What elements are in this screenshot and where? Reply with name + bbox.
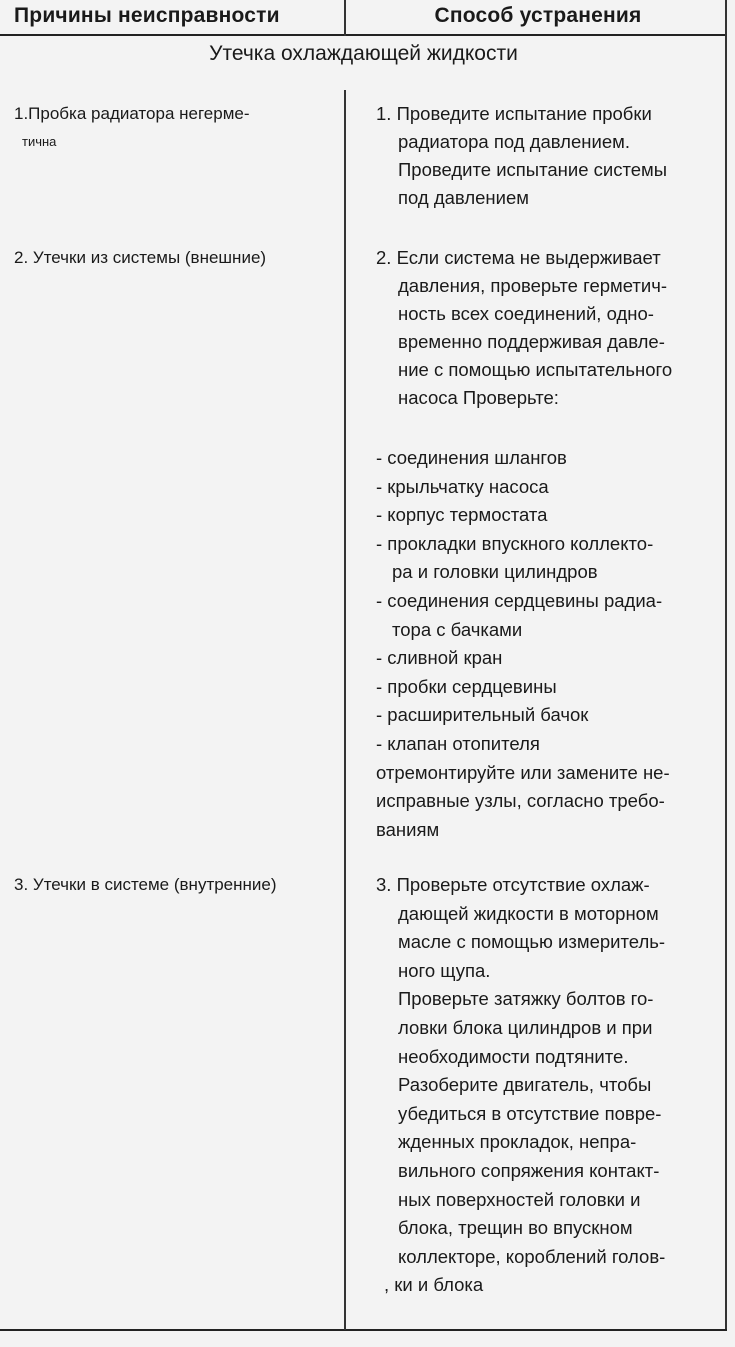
- cause-1: [14, 100, 332, 156]
- remedy-3-line: коллекторе, короблений голов-: [398, 1245, 666, 1267]
- check-item: - клапан отопителя: [376, 732, 540, 754]
- cause-1-line: тична: [22, 134, 57, 149]
- cause-2: [14, 244, 332, 272]
- remedy-3-line: 3. Проверьте отсутствие охлаж-: [376, 874, 650, 895]
- remedy-3-line: жденных прокладок, непра-: [398, 1131, 637, 1153]
- remedy-2-line: временно поддерживая давле-: [398, 331, 665, 352]
- remedy-3-line: , ки и блока: [384, 1274, 484, 1296]
- check-item: - прокладки впускного коллекто-: [376, 532, 654, 554]
- cause-1-line: 1.Пробка радиатора негерме-: [14, 104, 250, 123]
- check-item: - корпус термостата: [376, 504, 548, 526]
- remedy-3-line: убедиться в отсутствие повре-: [398, 1102, 662, 1124]
- remedy-1-line: под давлением: [398, 187, 529, 208]
- remedy-2-line: 2. Если система не выдерживает: [376, 247, 661, 268]
- remedy-3-line: необходимости подтяните.: [398, 1045, 629, 1067]
- check-item: - соединения шлангов: [376, 447, 567, 468]
- remedy-2-after-line: отремонтируйте или замените не-: [376, 761, 670, 783]
- check-item: - сливной кран: [376, 647, 503, 669]
- table-bottom-rule: [0, 1329, 727, 1331]
- table-right-border: [725, 0, 727, 1331]
- check-item: - пробки сердцевины: [376, 675, 557, 697]
- remedy-1-line: 1. Проведите испытание пробки: [376, 103, 652, 124]
- remedy-3-line: Проверьте затяжку болтов го-: [398, 988, 654, 1010]
- header-column-divider: [344, 0, 346, 36]
- remedy-2-line: ность всех соединений, одно-: [398, 303, 654, 324]
- remedy-2-line: давления, проверьте герметич-: [398, 275, 668, 296]
- body-column-divider: [344, 90, 346, 1330]
- remedy-3-line: Разоберите двигатель, чтобы: [398, 1074, 652, 1096]
- check-item: - соединения сердцевины радиа-: [376, 589, 663, 611]
- check-item: - крыльчатку насоса: [376, 475, 549, 497]
- cause-2-line: 2. Утечки из системы (внешние): [14, 248, 267, 267]
- cause-3: [14, 871, 332, 899]
- remedy-1: [376, 100, 708, 212]
- remedy-2-after-line: ваниям: [376, 818, 440, 840]
- remedy-2-line: насоса Проверьте:: [398, 387, 559, 408]
- remedy-1-line: Проведите испытание системы: [398, 159, 668, 180]
- column-header-causes: Причины неисправности: [14, 4, 280, 27]
- header-bottom-rule: [0, 34, 727, 36]
- remedy-1-line: радиатора под давлением.: [398, 131, 630, 152]
- cause-3-line: 3. Утечки в системе (внутренние): [14, 875, 277, 894]
- remedy-3-line: вильного сопряжения контакт-: [398, 1159, 660, 1181]
- check-item: тора с бачками: [392, 618, 523, 640]
- remedy-2-line: ние с помощью испытательного: [398, 359, 673, 380]
- remedy-3-line: блока, трещин во впускном: [398, 1217, 633, 1239]
- column-header-remedy: Способ устранения: [434, 4, 642, 27]
- remedy-3: [376, 871, 708, 1300]
- remedy-3-line: ловки блока цилиндров и при: [398, 1016, 653, 1038]
- check-item: ра и головки цилиндров: [392, 561, 598, 583]
- section-title: Утечка охлаждающей жидкости: [209, 42, 518, 65]
- check-item: - расширительный бачок: [376, 704, 589, 726]
- remedy-2: [376, 244, 708, 412]
- remedy-3-line: дающей жидкости в моторном: [398, 902, 659, 924]
- remedy-3-line: ных поверхностей головки и: [398, 1188, 641, 1210]
- check-list: [376, 444, 708, 844]
- remedy-2-after-line: исправные узлы, согласно требо-: [376, 790, 665, 812]
- remedy-3-line: ного щупа.: [398, 959, 491, 981]
- remedy-3-line: масле с помощью измеритель-: [398, 931, 666, 953]
